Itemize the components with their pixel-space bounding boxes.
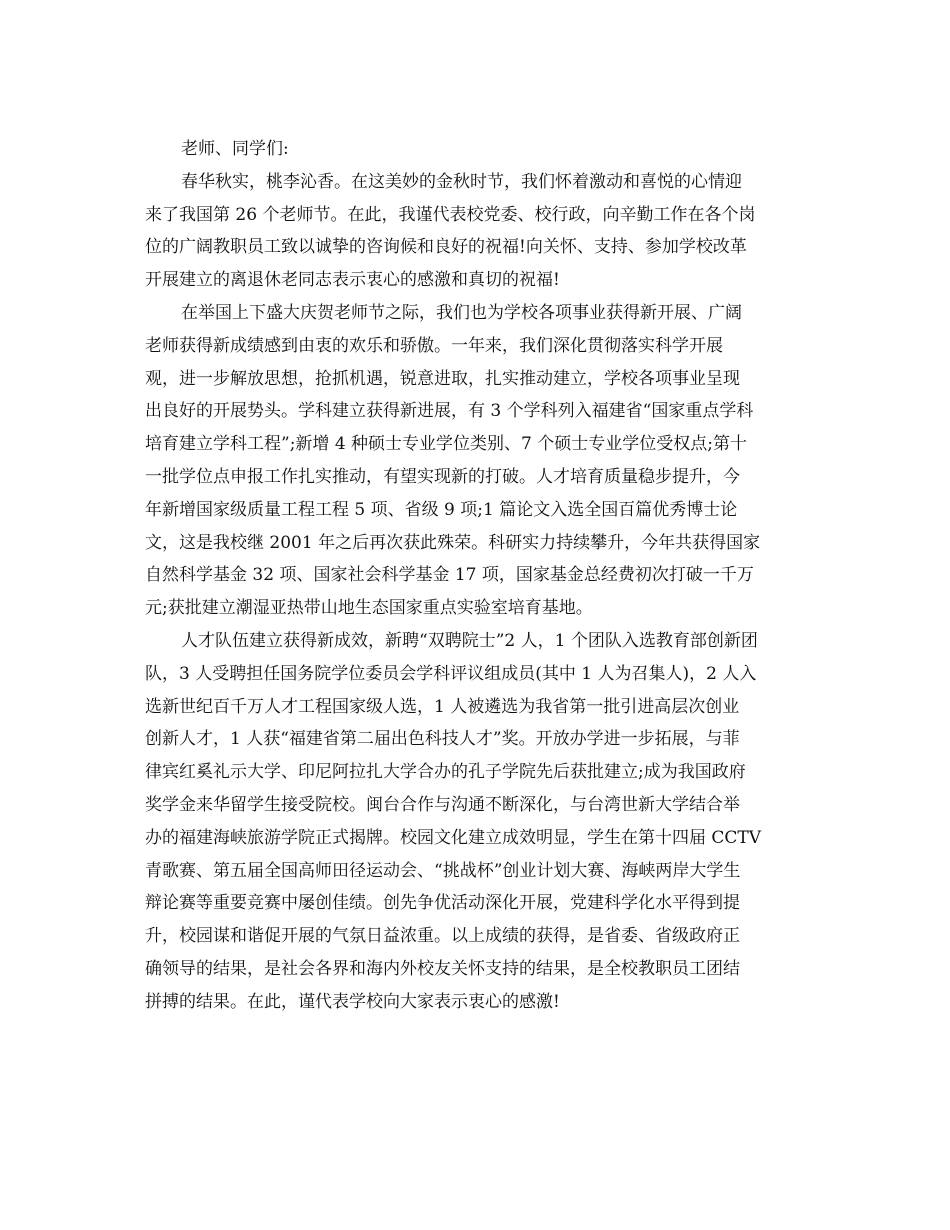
- paragraph-line: 律宾红奚礼示大学、印尼阿拉扎大学合办的孔子学院先后获批建立;成为我国政府: [145, 762, 746, 783]
- paragraph-3: [145, 625, 810, 1019]
- paragraph-line: 开展建立的离退休老同志表示衷心的感激和真切的祝福!: [145, 270, 560, 291]
- paragraph-line: 队，3 人受聘担任国务院学位委员会学科评议组成员(其中 1 人为召集人)，2 人入: [145, 663, 757, 684]
- paragraph-line: 青歌赛、第五届全国高师田径运动会、“挑战杯”创业计划大赛、海峡两岸大学生: [145, 860, 741, 881]
- paragraph-line: 奖学金来华留学生接受院校。闽台合作与沟通不断深化，与台湾世新大学结合举: [145, 794, 740, 815]
- paragraph-line: 拼搏的结果。在此，谨代表学校向大家表示衷心的感激!: [145, 991, 560, 1012]
- paragraph-line: 来了我国第 26 个老师节。在此，我谨代表校党委、校行政，向辛勤工作在各个岗: [145, 204, 756, 225]
- paragraph-line: 确领导的结果，是社会各界和海内外校友关怀支持的结果，是全校教职员工团结: [145, 958, 740, 979]
- paragraph-line: 培育建立学科工程”;新增 4 种硕士专业学位类别、7 个硕士专业学位受权点;第十: [145, 434, 747, 455]
- paragraph-line: 元;获批建立潮湿亚热带山地生态国家重点实验室培育基地。: [145, 598, 593, 619]
- paragraph-1: [145, 166, 810, 297]
- paragraph-line: 文，这是我校继 2001 年之后再次获此殊荣。科研实力持续攀升，今年共获得国家: [145, 532, 761, 553]
- paragraph-line: 一批学位点申报工作扎实推动，有望实现新的打破。人才培育质量稳步提升，今: [145, 466, 740, 487]
- paragraph-line: 年新增国家级质量工程工程 5 项、省级 9 项;1 篇论文入选全国百篇优秀博士论: [145, 499, 738, 520]
- paragraph-line: 观，进一步解放思想，抢抓机遇，锐意进取，扎实推动建立，学校各项事业呈现: [145, 368, 740, 389]
- paragraph-line: 位的广阔教职员工致以诚挚的咨询候和良好的祝福!向关怀、支持、参加学校改革: [145, 237, 747, 258]
- paragraph-line: 春华秋实，桃李沁香。在这美妙的金秋时节，我们怀着激动和喜悦的心情迎: [181, 171, 742, 192]
- greeting: 老师、同学们:: [181, 139, 289, 159]
- paragraph-line: 老师获得新成绩感到由衷的欢乐和骄傲。一年来，我们深化贯彻落实科学开展: [145, 335, 723, 356]
- paragraph-line: 出良好的开展势头。学科建立获得新进展，有 3 个学科列入福建省“国家重点学科: [145, 401, 754, 422]
- paragraph-line: 选新世纪百千万人才工程国家级人选，1 人被遴选为我省第一批引进高层次创业: [145, 696, 740, 717]
- paragraph-line: 办的福建海峡旅游学院正式揭牌。校园文化建立成效明显，学生在第十四届 CCTV: [145, 827, 762, 848]
- paragraph-line: 人才队伍建立获得新成效，新聘“双聘院士”2 人，1 个团队入选教育部创新团: [181, 630, 758, 651]
- paragraph-2: [145, 297, 810, 625]
- paragraph-line: 辩论赛等重要竞赛中屡创佳绩。创先争优活动深化开展，党建科学化水平得到提: [145, 893, 740, 914]
- speech-body: [145, 133, 810, 1019]
- paragraph-line: 自然科学基金 32 项、国家社会科学基金 17 项，国家基金总经费初次打破一千万: [145, 565, 754, 586]
- paragraph-line: 升，校园谋和谐促开展的气氛日益浓重。以上成绩的获得，是省委、省级政府正: [145, 926, 740, 947]
- paragraph-line: 创新人才，1 人获“福建省第二届出色科技人才”奖。开放办学进一步拓展，与菲: [145, 729, 740, 750]
- paragraph-line: 在举国上下盛大庆贺老师节之际，我们也为学校各项事业获得新开展、广阔: [181, 302, 742, 323]
